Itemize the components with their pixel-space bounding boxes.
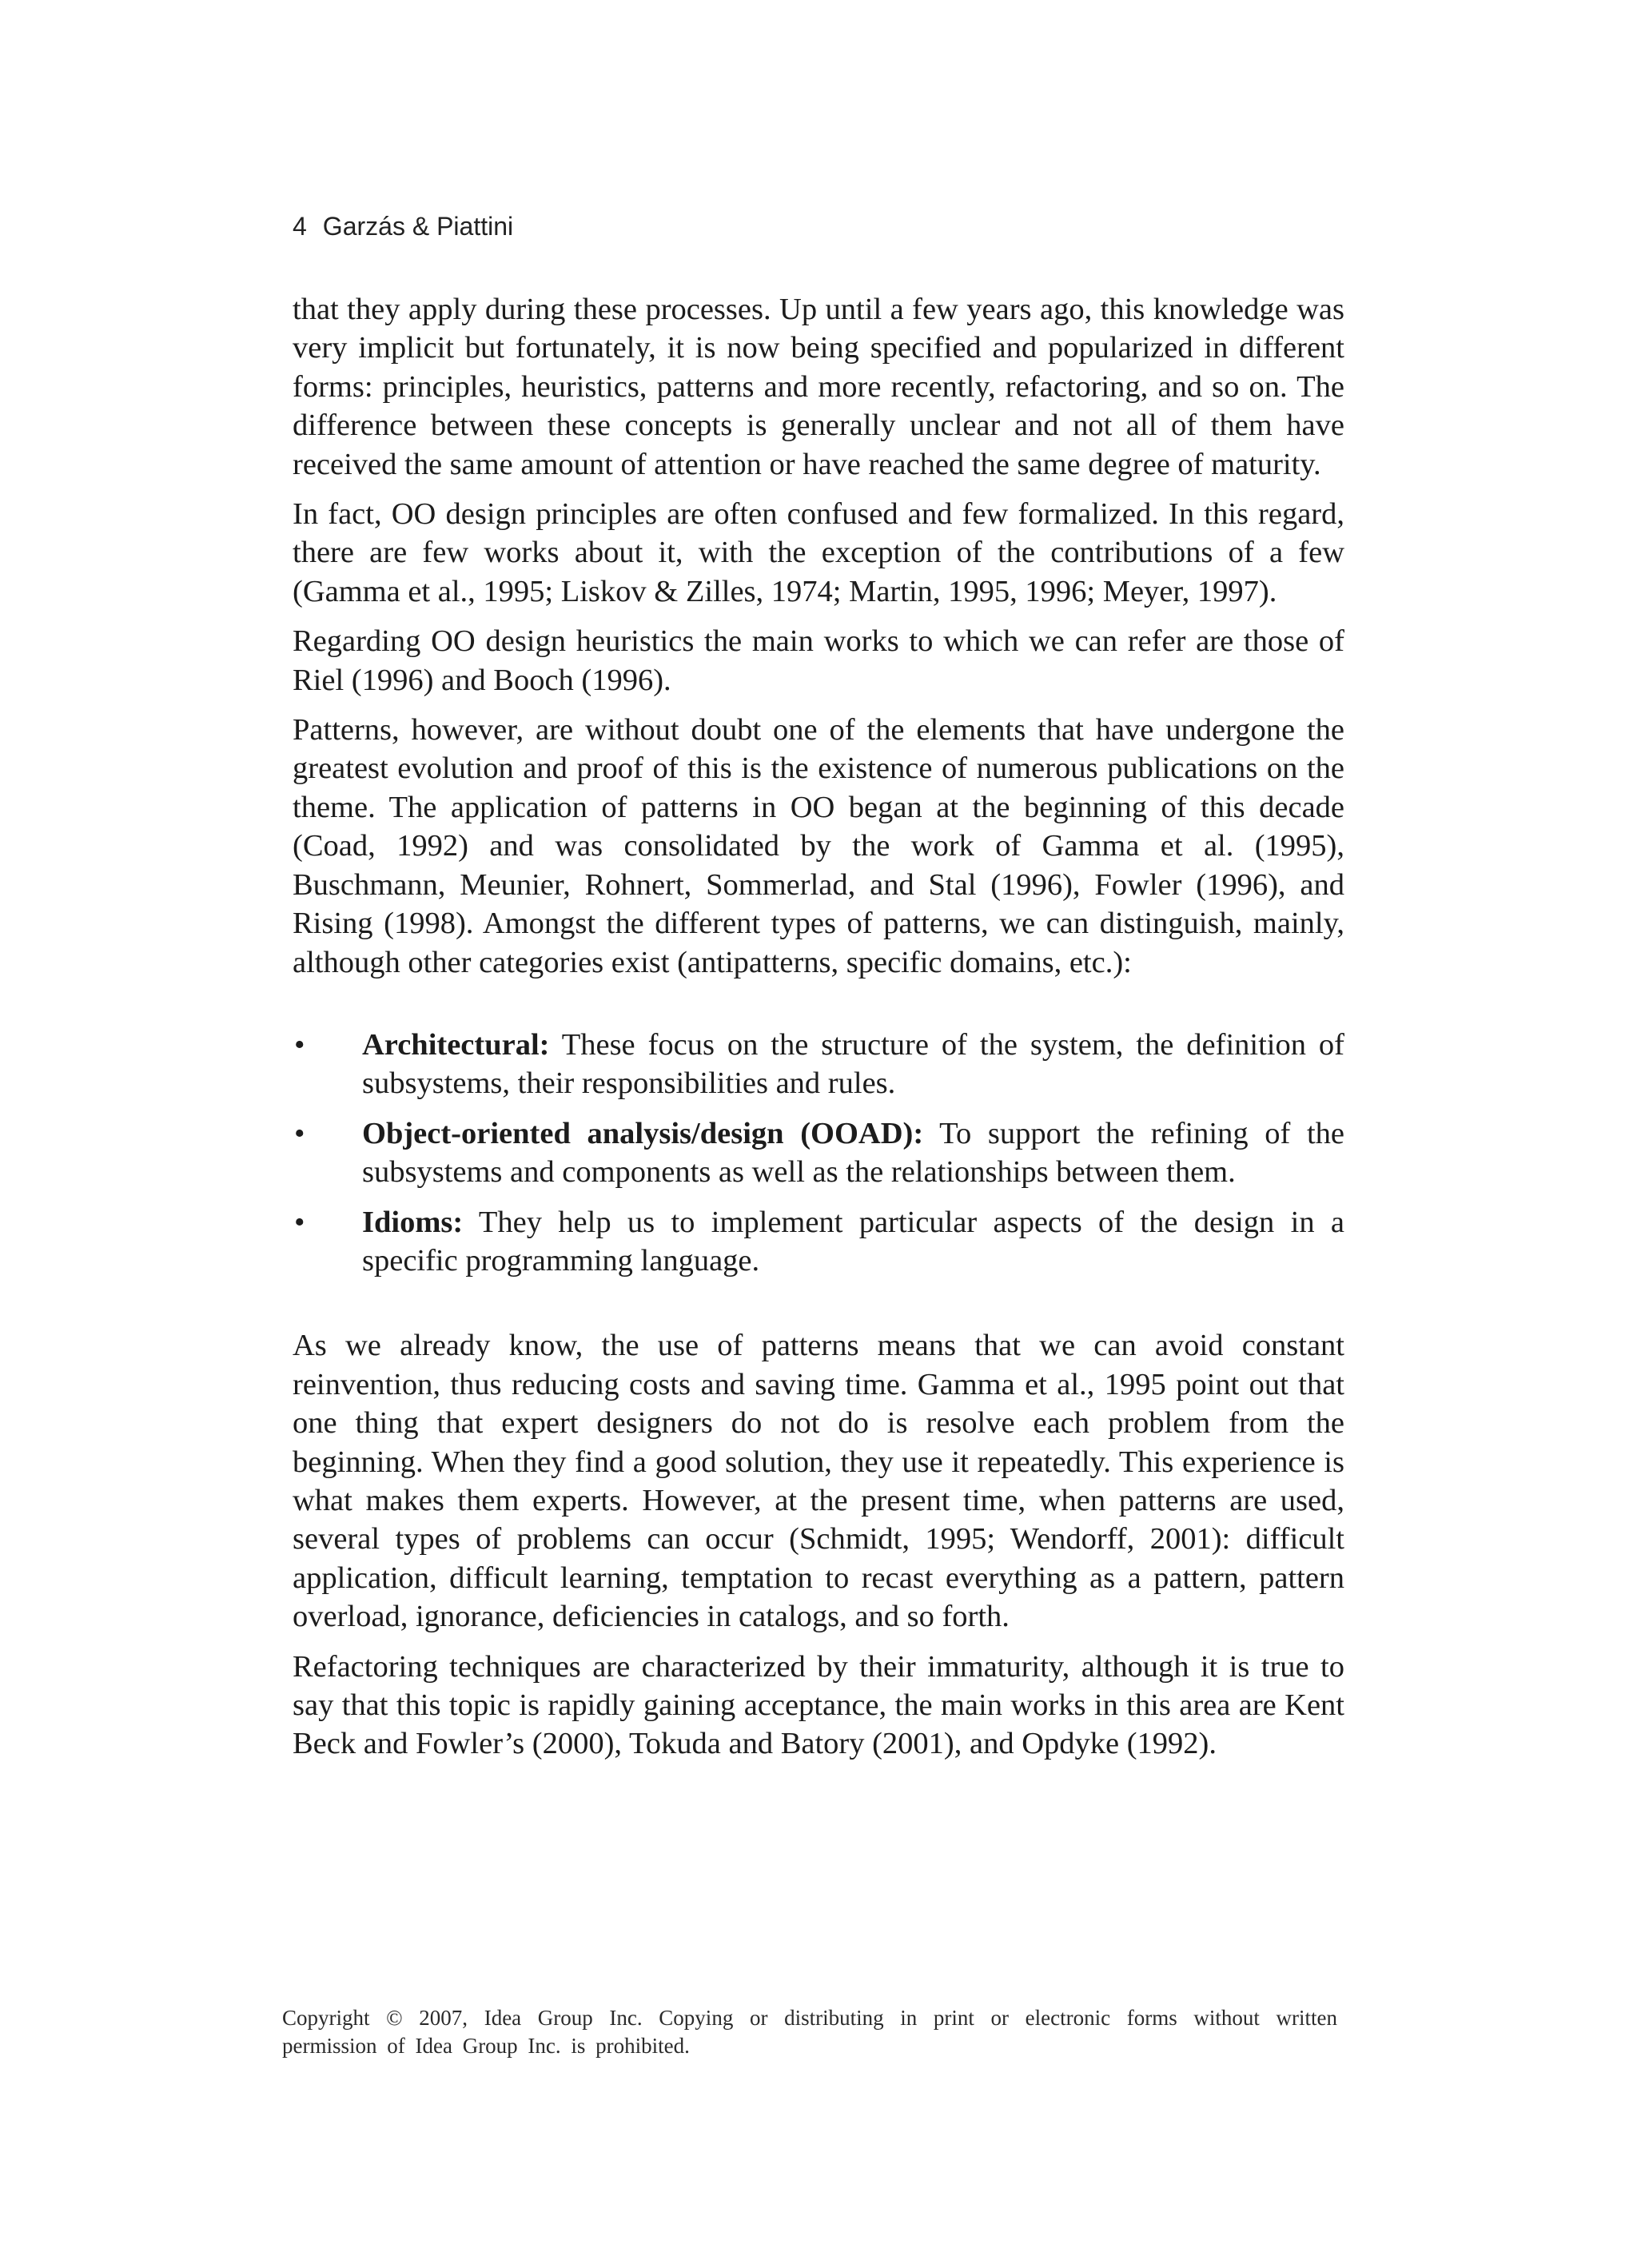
paragraph: In fact, OO design principles are often confused and few formalized. In this regard, there are few works about it, with the exception of the contributions of a few (Gamma et al., 1995; Liskov & Zilles, 1974; Martin, 1995, 1996; Meyer, 1997). (293, 497, 1344, 608)
paragraph: Regarding OO design heuristics the main works to which we can refer are those of Riel (1996) and Booch (1996). (293, 624, 1344, 697)
list-item-term: Idioms: (362, 1205, 464, 1239)
list-item-ooad (293, 1114, 1344, 1192)
bullet-marker: • (294, 1116, 305, 1150)
paragraph: As we already know, the use of patterns means that we can avoid constant reinvention, thus reducing costs and saving time. Gamma et al., 1995 point out that one thing that expert designers do not do is resolve each problem from the beginning. When they find a good solution, they use it repeatedly. This experience is what makes them experts. However, at the present time, when patterns are used, several types of problems can occur (Schmidt, 1995; Wendorff, 2001): difficult application, difficult learning, temptation to recast everything as a pattern, pattern overload, ignorance, deficiencies in catalogs, and so forth. (293, 1329, 1344, 1634)
header-authors: Garzás & Piattini (322, 212, 514, 241)
list-item-term: Architectural: (362, 1027, 550, 1062)
copyright-notice: Copyright © 2007, Idea Group Inc. Copying or distributing in print or electronic forms without written permission of Idea Group Inc. is prohibited. (282, 2006, 1337, 2058)
list-item-idioms (293, 1203, 1344, 1281)
paragraph: Refactoring techniques are characterized by their immaturity, although it is true to say that this topic is rapidly gaining acceptance, the main works in this area are Kent Beck and Fowler’s (2000), Tokuda and Batory (2001), and Opdyke (1992). (293, 1649, 1344, 1761)
running-header (293, 210, 513, 242)
bullet-marker: • (294, 1027, 305, 1062)
list-item-architectural (293, 1026, 1344, 1103)
pattern-types-list (293, 1026, 1344, 1280)
paragraph: that they apply during these processes. Up until a few years ago, this knowledge was very implicit but fortunately, it is now being specified and popularized in different forms: principles, heuristics, patterns and more recently, refactoring, and so on. The difference between these concepts is generally unclear and not all of them have received the same amount of attention or have reached the same degree of maturity. (293, 293, 1344, 481)
bullet-marker: • (294, 1205, 305, 1239)
body-text (293, 290, 1344, 1775)
list-item-text: They help us to implement particular aspects of the design in a specific programming language. (362, 1205, 1344, 1277)
page-number: 4 (293, 212, 307, 241)
paragraph: Patterns, however, are without doubt one of the elements that have undergone the greatest evolution and proof of this is the existence of numerous publications on the theme. The application of patterns in OO began at the beginning of this decade (Coad, 1992) and was consolidated by the work of Gamma et al. (1995), Buschmann, Meunier, Rohnert, Sommerlad, and Stal (1996), Fowler (1996), and Rising (1998). Amongst the different types of patterns, we can distinguish, mainly, although other categories exist (antipatterns, specific domains, etc.): (293, 713, 1344, 979)
list-item-text: To support the refining of the subsystems and components as well as the relationships between them. (362, 1116, 1345, 1190)
list-item-term: Object-oriented analysis/design (OOAD): (362, 1116, 924, 1150)
list-item-text: These focus on the structure of the system, the definition of subsystems, their responsibilities and rules. (362, 1027, 1344, 1101)
